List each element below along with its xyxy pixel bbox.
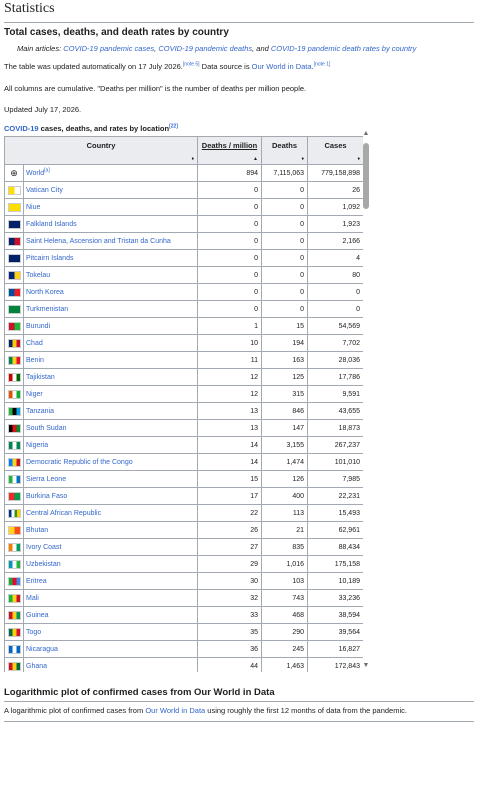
cases-header-label: Cases bbox=[324, 141, 347, 150]
country-cell bbox=[24, 420, 198, 437]
plot-section-heading: Logarithmic plot of confirmed cases from Our World in Data bbox=[4, 687, 275, 698]
flag-icon bbox=[8, 645, 21, 654]
deaths-cell: 468 bbox=[262, 607, 308, 624]
deaths-per-million-column-header[interactable] bbox=[198, 137, 262, 165]
country-cell bbox=[24, 233, 198, 250]
country-link[interactable]: Guinea bbox=[26, 611, 49, 619]
deaths-per-million-cell: 30 bbox=[198, 573, 262, 590]
plot-description bbox=[4, 706, 407, 716]
flag-icon bbox=[8, 543, 21, 552]
cases-cell: 88,434 bbox=[308, 539, 364, 556]
flag-icon bbox=[8, 373, 21, 382]
scroll-track[interactable] bbox=[363, 140, 369, 658]
deaths-cell: 126 bbox=[262, 471, 308, 488]
cases-cell: 22,231 bbox=[308, 488, 364, 505]
deaths-cell: 3,155 bbox=[262, 437, 308, 454]
country-link[interactable]: Central African Republic bbox=[26, 509, 102, 517]
deaths-cell: 7,115,063 bbox=[262, 165, 308, 182]
cases-cell: 779,158,898 bbox=[308, 165, 364, 182]
flag-cell bbox=[5, 590, 24, 607]
sort-icon: ♦ bbox=[301, 156, 304, 162]
cases-cell: 267,237 bbox=[308, 437, 364, 454]
table-row bbox=[5, 539, 364, 556]
deaths-per-million-cell: 12 bbox=[198, 386, 262, 403]
flag-cell bbox=[5, 233, 24, 250]
country-link[interactable]: Niger bbox=[26, 390, 43, 398]
cases-cell: 39,564 bbox=[308, 624, 364, 641]
cases-cell: 80 bbox=[308, 267, 364, 284]
flag-cell bbox=[5, 165, 24, 182]
deaths-per-million-cell: 15 bbox=[198, 471, 262, 488]
table-row bbox=[5, 437, 364, 454]
table-body bbox=[5, 165, 364, 673]
deaths-cell: 315 bbox=[262, 386, 308, 403]
flag-icon bbox=[8, 288, 21, 297]
table-row bbox=[5, 471, 364, 488]
cases-cell: 33,236 bbox=[308, 590, 364, 607]
deaths-cell: 1,016 bbox=[262, 556, 308, 573]
country-link[interactable]: Tajikistan bbox=[26, 373, 55, 381]
hatnote-sep: , and bbox=[252, 44, 271, 53]
deaths-per-million-cell: 14 bbox=[198, 454, 262, 471]
deaths-cell: 0 bbox=[262, 267, 308, 284]
country-link[interactable]: Saint Helena, Ascension and Tristan da Cunha bbox=[26, 237, 171, 245]
country-cell bbox=[24, 386, 198, 403]
flag-icon bbox=[8, 509, 21, 518]
country-link[interactable]: World bbox=[26, 169, 45, 177]
cases-cell: 0 bbox=[308, 301, 364, 318]
country-cell bbox=[24, 318, 198, 335]
flag-cell bbox=[5, 182, 24, 199]
deaths-cell: 194 bbox=[262, 335, 308, 352]
globe-icon: ⊕ bbox=[10, 167, 18, 178]
country-link[interactable]: Chad bbox=[26, 339, 43, 347]
country-link[interactable]: Ghana bbox=[26, 662, 48, 670]
deaths-cell: 163 bbox=[262, 352, 308, 369]
flag-icon bbox=[8, 662, 21, 671]
flag-cell bbox=[5, 454, 24, 471]
table-row bbox=[5, 352, 364, 369]
flag-icon bbox=[8, 186, 21, 195]
cases-cell: 62,961 bbox=[308, 522, 364, 539]
country-link[interactable]: Benin bbox=[26, 356, 44, 364]
table-row bbox=[5, 505, 364, 522]
flag-icon bbox=[8, 424, 21, 433]
table-row bbox=[5, 233, 364, 250]
cases-cell: 38,594 bbox=[308, 607, 364, 624]
country-link[interactable]: Ivory Coast bbox=[26, 543, 62, 551]
cases-cell: 2,166 bbox=[308, 233, 364, 250]
table-row bbox=[5, 403, 364, 420]
hatnote-prefix: Main articles: bbox=[17, 44, 64, 53]
country-note-link[interactable]: [a] bbox=[44, 167, 50, 174]
hatnote-sep: , bbox=[154, 44, 159, 53]
deaths-cell: 245 bbox=[262, 641, 308, 658]
flag-cell bbox=[5, 556, 24, 573]
section-heading: Total cases, deaths, and death rates by country bbox=[4, 27, 229, 38]
flag-cell bbox=[5, 437, 24, 454]
covid-19-link[interactable]: COVID-19 bbox=[4, 124, 39, 133]
flag-icon bbox=[8, 475, 21, 484]
flag-cell bbox=[5, 352, 24, 369]
cases-cell: 18,873 bbox=[308, 420, 364, 437]
table-row bbox=[5, 624, 364, 641]
flag-icon bbox=[8, 458, 21, 467]
table-row bbox=[5, 301, 364, 318]
deaths-per-million-cell: 17 bbox=[198, 488, 262, 505]
deaths-per-million-cell: 29 bbox=[198, 556, 262, 573]
flag-cell bbox=[5, 420, 24, 437]
country-link[interactable]: Burundi bbox=[26, 322, 51, 330]
table-row bbox=[5, 182, 364, 199]
updated-text: The table was updated automatically on 17 July 2026. bbox=[4, 62, 183, 71]
cases-cell: 17,786 bbox=[308, 369, 364, 386]
deaths-cell: 0 bbox=[262, 182, 308, 199]
sort-ascending-icon: ▲ bbox=[253, 156, 258, 162]
cumulative-note: All columns are cumulative. "Deaths per million" is the number of deaths per million people. bbox=[4, 84, 307, 93]
country-link[interactable]: Nigeria bbox=[26, 441, 49, 449]
flag-cell bbox=[5, 488, 24, 505]
cases-column-header[interactable] bbox=[308, 137, 364, 165]
deaths-cell: 125 bbox=[262, 369, 308, 386]
country-cell bbox=[24, 165, 198, 182]
country-column-header[interactable] bbox=[5, 137, 198, 165]
cases-cell: 175,158 bbox=[308, 556, 364, 573]
flag-icon bbox=[8, 271, 21, 280]
ref-22-link[interactable]: [22] bbox=[169, 123, 178, 130]
hatnote bbox=[17, 44, 416, 54]
flag-icon bbox=[8, 441, 21, 450]
country-cell bbox=[24, 607, 198, 624]
deaths-per-million-cell: 13 bbox=[198, 403, 262, 420]
deaths-cell: 0 bbox=[262, 301, 308, 318]
flag-icon bbox=[8, 594, 21, 603]
deaths-per-million-cell: 1 bbox=[198, 318, 262, 335]
deaths-cell: 0 bbox=[262, 199, 308, 216]
link-covid-death-rates[interactable]: COVID-19 pandemic death rates by country bbox=[270, 44, 417, 53]
flag-icon bbox=[8, 407, 21, 416]
cases-cell: 0 bbox=[308, 284, 364, 301]
flag-cell bbox=[5, 267, 24, 284]
deaths-cell: 1,474 bbox=[262, 454, 308, 471]
table-row bbox=[5, 318, 364, 335]
deaths-cell: 0 bbox=[262, 216, 308, 233]
country-cell bbox=[24, 658, 198, 673]
deaths-cell: 15 bbox=[262, 318, 308, 335]
country-link[interactable]: Togo bbox=[26, 628, 42, 636]
deaths-per-million-cell: 32 bbox=[198, 590, 262, 607]
deaths-per-million-cell: 894 bbox=[198, 165, 262, 182]
cases-cell: 43,655 bbox=[308, 403, 364, 420]
deaths-cell: 1,463 bbox=[262, 658, 308, 673]
country-cell bbox=[24, 301, 198, 318]
flag-icon bbox=[8, 305, 21, 314]
country-cell bbox=[24, 573, 198, 590]
country-link[interactable]: Nicaragua bbox=[26, 645, 58, 653]
deaths-per-million-cell: 0 bbox=[198, 216, 262, 233]
scroll-up-arrow-icon[interactable]: ▲ bbox=[362, 130, 370, 137]
flag-icon bbox=[8, 356, 21, 365]
flag-cell bbox=[5, 403, 24, 420]
bottom-divider bbox=[4, 721, 474, 722]
country-link[interactable]: Sierra Leone bbox=[26, 475, 67, 483]
table-row bbox=[5, 199, 364, 216]
note-5-link[interactable]: [note 5] bbox=[182, 61, 200, 68]
table-row bbox=[5, 420, 364, 437]
country-cell bbox=[24, 267, 198, 284]
deaths-per-million-cell: 0 bbox=[198, 199, 262, 216]
deaths-per-million-cell: 13 bbox=[198, 420, 262, 437]
cases-cell: 7,702 bbox=[308, 335, 364, 352]
flag-icon bbox=[8, 322, 21, 331]
deaths-per-million-cell: 10 bbox=[198, 335, 262, 352]
scroll-thumb[interactable] bbox=[363, 143, 369, 209]
flag-cell bbox=[5, 573, 24, 590]
flag-cell bbox=[5, 216, 24, 233]
table-row bbox=[5, 267, 364, 284]
flag-cell bbox=[5, 369, 24, 386]
flag-cell bbox=[5, 522, 24, 539]
deaths-cell: 835 bbox=[262, 539, 308, 556]
deaths-per-million-cell: 44 bbox=[198, 658, 262, 673]
country-link[interactable]: Uzbekistan bbox=[26, 560, 61, 568]
cases-cell: 1,092 bbox=[308, 199, 364, 216]
country-link[interactable]: Burkina Faso bbox=[26, 492, 68, 500]
cases-cell: 10,189 bbox=[308, 573, 364, 590]
deaths-per-million-cell: 0 bbox=[198, 250, 262, 267]
flag-cell bbox=[5, 335, 24, 352]
deaths-per-million-cell: 12 bbox=[198, 369, 262, 386]
table-row bbox=[5, 369, 364, 386]
cases-cell: 172,843 bbox=[308, 658, 364, 673]
country-link[interactable]: Eritrea bbox=[26, 577, 47, 585]
country-cell bbox=[24, 556, 198, 573]
flag-cell bbox=[5, 301, 24, 318]
deaths-cell: 400 bbox=[262, 488, 308, 505]
source-text: Data source is bbox=[199, 62, 252, 71]
cases-cell: 28,036 bbox=[308, 352, 364, 369]
owid-plot-link[interactable]: Our World in Data bbox=[145, 706, 206, 715]
deaths-per-million-cell: 0 bbox=[198, 301, 262, 318]
flag-cell bbox=[5, 624, 24, 641]
updated-paragraph bbox=[4, 62, 330, 72]
deaths-cell: 0 bbox=[262, 233, 308, 250]
country-cell bbox=[24, 199, 198, 216]
deaths-per-million-cell: 22 bbox=[198, 505, 262, 522]
table-row bbox=[5, 556, 364, 573]
country-link[interactable]: South Sudan bbox=[26, 424, 67, 432]
deaths-per-million-cell: 0 bbox=[198, 233, 262, 250]
country-link[interactable]: Turkmenistan bbox=[26, 305, 69, 313]
flag-icon bbox=[8, 492, 21, 501]
table-row bbox=[5, 250, 364, 267]
flag-cell bbox=[5, 318, 24, 335]
flag-icon bbox=[8, 390, 21, 399]
flag-cell bbox=[5, 607, 24, 624]
cases-cell: 54,569 bbox=[308, 318, 364, 335]
table-row bbox=[5, 216, 364, 233]
country-link[interactable]: Tokelau bbox=[26, 271, 51, 279]
table-row bbox=[5, 386, 364, 403]
cases-cell: 4 bbox=[308, 250, 364, 267]
heading-divider bbox=[4, 701, 474, 702]
country-cell bbox=[24, 590, 198, 607]
deaths-per-million-cell: 26 bbox=[198, 522, 262, 539]
table-scrollbar[interactable] bbox=[362, 130, 370, 670]
country-header-label: Country bbox=[86, 141, 116, 150]
caption-text: cases, deaths, and rates by location bbox=[38, 124, 170, 133]
flag-cell bbox=[5, 471, 24, 488]
deaths-header-label: Deaths bbox=[271, 141, 297, 150]
dpm-header-label: Deaths / million bbox=[201, 141, 258, 150]
country-link[interactable]: Vatican City bbox=[26, 186, 63, 194]
flag-cell bbox=[5, 658, 24, 673]
flag-icon bbox=[8, 526, 21, 535]
country-link[interactable]: Pitcairn Islands bbox=[26, 254, 74, 262]
table-row bbox=[5, 590, 364, 607]
deaths-per-million-cell: 14 bbox=[198, 437, 262, 454]
country-cell bbox=[24, 505, 198, 522]
country-link[interactable]: Niue bbox=[26, 203, 41, 211]
country-link[interactable]: Mali bbox=[26, 594, 39, 602]
note-1-link[interactable]: [note 1] bbox=[313, 61, 331, 68]
plot-desc-text-end: using roughly the first 12 months of data from the pandemic. bbox=[205, 706, 407, 715]
deaths-per-million-cell: 0 bbox=[198, 267, 262, 284]
deaths-cell: 103 bbox=[262, 573, 308, 590]
link-covid-cases[interactable]: COVID-19 pandemic cases bbox=[63, 44, 155, 53]
table-row bbox=[5, 488, 364, 505]
deaths-cell: 290 bbox=[262, 624, 308, 641]
deaths-cell: 113 bbox=[262, 505, 308, 522]
deaths-per-million-cell: 11 bbox=[198, 352, 262, 369]
country-cell bbox=[24, 437, 198, 454]
country-link[interactable]: Falkland Islands bbox=[26, 220, 77, 228]
flag-cell bbox=[5, 641, 24, 658]
table-row bbox=[5, 165, 364, 182]
sort-icon: ♦ bbox=[357, 156, 360, 162]
flag-icon bbox=[8, 628, 21, 637]
table-row bbox=[5, 454, 364, 471]
table-row bbox=[5, 284, 364, 301]
country-cell bbox=[24, 216, 198, 233]
country-cell bbox=[24, 182, 198, 199]
flag-icon bbox=[8, 577, 21, 586]
flag-icon bbox=[8, 220, 21, 229]
flag-cell bbox=[5, 386, 24, 403]
table-scroll-area[interactable] bbox=[4, 136, 363, 672]
deaths-per-million-cell: 0 bbox=[198, 182, 262, 199]
deaths-cell: 846 bbox=[262, 403, 308, 420]
deaths-cell: 0 bbox=[262, 250, 308, 267]
flag-cell bbox=[5, 505, 24, 522]
deaths-cell: 21 bbox=[262, 522, 308, 539]
deaths-per-million-cell: 35 bbox=[198, 624, 262, 641]
deaths-column-header[interactable] bbox=[262, 137, 308, 165]
table-caption bbox=[4, 124, 178, 134]
cases-cell: 7,985 bbox=[308, 471, 364, 488]
flag-icon bbox=[8, 203, 21, 212]
flag-icon bbox=[8, 611, 21, 620]
deaths-per-million-cell: 27 bbox=[198, 539, 262, 556]
flag-cell bbox=[5, 284, 24, 301]
cases-cell: 26 bbox=[308, 182, 364, 199]
deaths-per-million-cell: 33 bbox=[198, 607, 262, 624]
cases-cell: 16,827 bbox=[308, 641, 364, 658]
table-row bbox=[5, 607, 364, 624]
flag-icon bbox=[8, 254, 21, 263]
country-cell bbox=[24, 284, 198, 301]
plot-desc-text: A logarithmic plot of confirmed cases from bbox=[4, 706, 146, 715]
our-world-in-data-link[interactable]: Our World in Data bbox=[251, 62, 312, 71]
table-row bbox=[5, 335, 364, 352]
deaths-cell: 743 bbox=[262, 590, 308, 607]
country-link[interactable]: Bhutan bbox=[26, 526, 49, 534]
country-cell bbox=[24, 454, 198, 471]
country-cell bbox=[24, 471, 198, 488]
scroll-down-arrow-icon[interactable]: ▼ bbox=[362, 662, 370, 669]
deaths-per-million-cell: 36 bbox=[198, 641, 262, 658]
country-link[interactable]: Tanzania bbox=[26, 407, 55, 415]
sort-icon: ♦ bbox=[191, 156, 194, 162]
deaths-cell: 147 bbox=[262, 420, 308, 437]
deaths-per-million-cell: 0 bbox=[198, 284, 262, 301]
table-row bbox=[5, 641, 364, 658]
cases-cell: 9,591 bbox=[308, 386, 364, 403]
cases-cell: 101,010 bbox=[308, 454, 364, 471]
country-cell bbox=[24, 369, 198, 386]
cases-cell: 1,923 bbox=[308, 216, 364, 233]
cases-cell: 15,493 bbox=[308, 505, 364, 522]
period: . bbox=[311, 62, 314, 71]
flag-icon bbox=[8, 339, 21, 348]
country-cell bbox=[24, 403, 198, 420]
flag-cell bbox=[5, 250, 24, 267]
country-cell bbox=[24, 522, 198, 539]
covid-stats-table bbox=[4, 136, 363, 672]
country-cell bbox=[24, 539, 198, 556]
table-row bbox=[5, 658, 364, 673]
country-cell bbox=[24, 335, 198, 352]
flag-icon bbox=[8, 237, 21, 246]
link-covid-deaths[interactable]: COVID-19 pandemic deaths bbox=[158, 44, 253, 53]
country-link[interactable]: North Korea bbox=[26, 288, 64, 296]
deaths-cell: 0 bbox=[262, 284, 308, 301]
flag-cell bbox=[5, 199, 24, 216]
updated-date: Updated July 17, 2026. bbox=[4, 105, 82, 114]
flag-icon bbox=[8, 560, 21, 569]
country-cell bbox=[24, 352, 198, 369]
country-cell bbox=[24, 250, 198, 267]
table-row bbox=[5, 522, 364, 539]
table-row bbox=[5, 573, 364, 590]
country-cell bbox=[24, 641, 198, 658]
flag-cell bbox=[5, 539, 24, 556]
country-cell bbox=[24, 488, 198, 505]
country-cell bbox=[24, 624, 198, 641]
page-title: Statistics bbox=[4, 0, 474, 23]
country-link[interactable]: Democratic Republic of the Congo bbox=[26, 458, 133, 466]
